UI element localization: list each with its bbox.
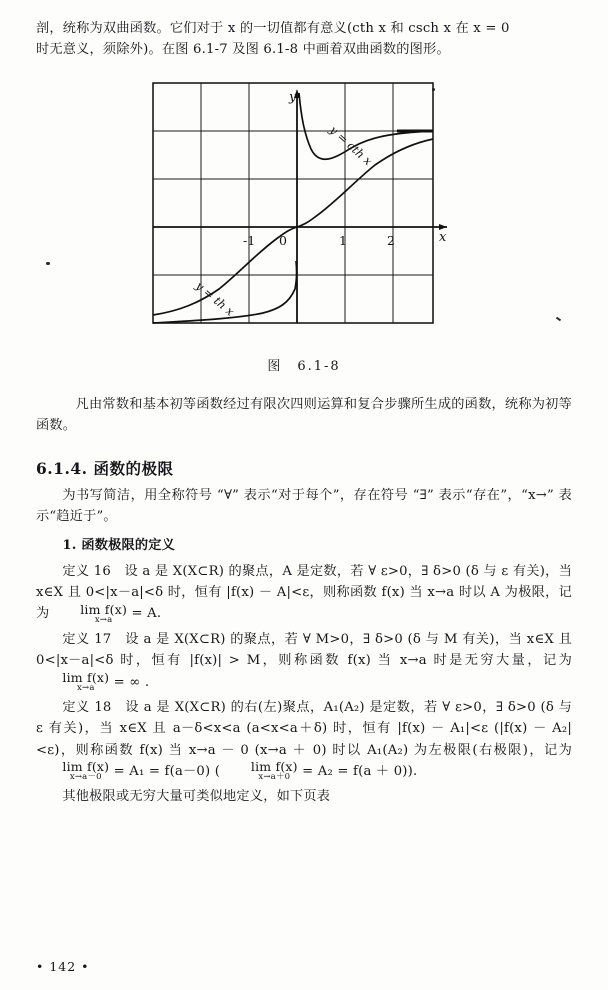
x-tick-0: 0 — [279, 232, 287, 248]
definition-18-tail: = A₂ = f(a ＋ 0)). — [302, 764, 418, 779]
paragraph-elementary-functions: 凡由常数和基本初等函数经过有限次四则运算和复合步骤所生成的函数，统称为初等函数。 — [36, 396, 572, 434]
top-paragraph-line2: 时无意义，须除外)。在图 6.1-7 及图 6.1-8 中画着双曲函数的图形。 — [36, 42, 450, 58]
figure-6-1-8 — [36, 75, 572, 337]
definition-18-text: 定义 18 设 a 是 X(X⊂R) 的右(左)聚点，A₁(A₂) 是定数，若 ∀ ε>0，∃ δ>0 (δ 与 ε 有关)，当 x∈X 且 a－δ<x<a (a<x<a＋δ) 时，恒有 |f(x) － A₁|<ε (|f(x) － A₂|<ε)，则称函数 f(x) 当 x→a － 0 (x→a ＋ 0) 时以 A₁(A₂) 为左极限(右极限)，记为 — [36, 699, 572, 758]
definition-16-text: 定义 16 设 a 是 X(X⊂R) 的聚点，A 是定数，若 ∀ ε>0，∃ δ>0 (δ 与 ε 有关)，当 x∈X 且 0<|x－a|<δ 时，恒有 |f(x) － A|<ε，则称函数 f(x) 当 x→a 时以 A 为极限，记为 — [36, 563, 572, 622]
limit-notation-17: lim f(x) x→a — [62, 669, 110, 693]
limit-notation-18-left: lim f(x) x→a－0 — [62, 759, 110, 783]
curve-label-cth: y = cth x — [326, 122, 376, 168]
page-folio: • 142 • — [36, 959, 90, 974]
figure-caption: 图 6.1-8 — [267, 358, 341, 374]
figure-plot — [139, 75, 469, 337]
definition-18 — [36, 697, 572, 783]
definition-16 — [36, 561, 572, 625]
definition-18-mid: = A₁ = f(a－0) ( — [113, 764, 221, 779]
definition-16-tail: = A. — [131, 606, 162, 622]
top-paragraph-line1: 剖，统称为双曲函数。它们对于 x 的一切值都有意义(cth x 和 csch x 在 x = 0 — [36, 21, 510, 36]
y-axis-label: y — [289, 89, 297, 105]
limit-notation-18-right: lim f(x) x→a＋0 — [250, 759, 298, 783]
hyperbolic-functions-plot — [139, 75, 469, 337]
paragraph-notation: 为书写简洁，用全称符号 “∀” 表示“对于每个”，存在符号 “∃” 表示“存在”，“x→” 表示“趋近于”。 — [36, 487, 572, 524]
x-axis-label: x — [439, 229, 447, 245]
x-tick-2: 2 — [387, 232, 395, 248]
subheading-limit-definitions: 1. 函数极限的定义 — [62, 538, 176, 554]
x-tick--1: -1 — [243, 232, 256, 248]
scan-speck — [46, 262, 50, 265]
curve-label-th: y = th x — [193, 278, 238, 319]
definition-17-tail: = ∞ . — [113, 674, 150, 690]
limit-notation-16: lim f(x) x→a — [80, 601, 128, 625]
definition-17-text: 定义 17 设 a 是 X(X⊂R) 的聚点，若 ∀ M>0，∃ δ>0 (δ 与 M 有关)，当 x∈X 且 0<|x－a|<δ 时，恒有 |f(x)| > M，则称函数 f(x) 当 x→a 时是无穷大量，记为 — [36, 631, 572, 669]
section-heading-6-1-4: 6.1.4. 函数的极限 — [36, 458, 174, 478]
paragraph-other-limits: 其他极限或无穷大量可类似地定义，如下页表 — [62, 789, 331, 805]
definition-17 — [36, 629, 572, 693]
x-tick-1: 1 — [339, 232, 347, 248]
